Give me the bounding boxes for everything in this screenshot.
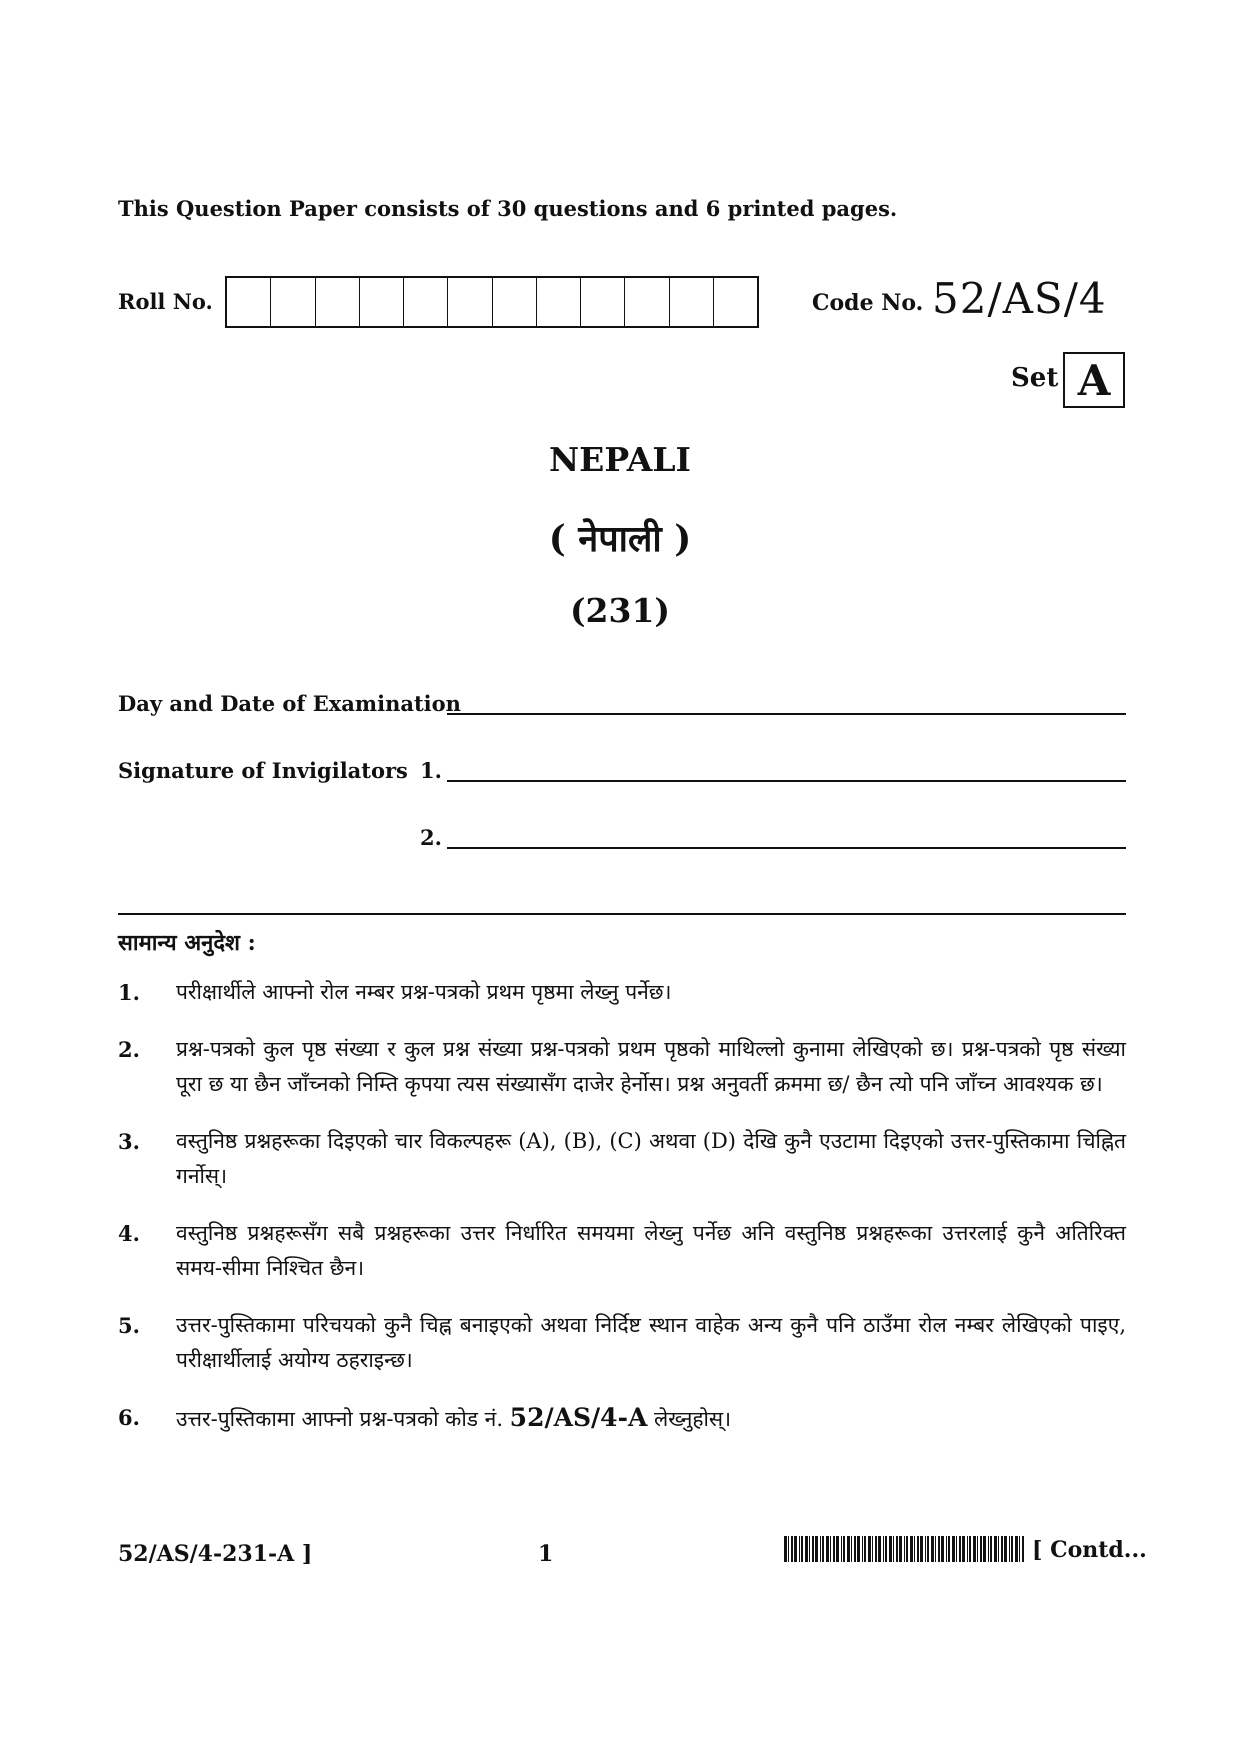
roll-number-label: Roll No.	[118, 289, 213, 314]
subject-code: (231)	[569, 591, 671, 630]
roll-digit-box[interactable]	[581, 278, 625, 326]
page-number: 1	[538, 1541, 554, 1567]
instruction-number: 2.	[118, 1037, 140, 1062]
instruction-text: वस्तुनिष्ठ प्रश्नहरूसँग सबै प्रश्नहरूका उत्तर निर्धारित समयमा लेख्नु पर्नेछ अनि वस्तुनिष्ठ प्रश्नहरूका उत्तरलाई कुनै अतिरिक्त समय-सीमा निश्चित छैन।	[176, 1221, 1126, 1280]
instruction-text-before: उत्तर-पुस्तिकामा आफ्नो प्रश्न-पत्रको कोड नं.	[176, 1407, 510, 1431]
roll-digit-box[interactable]	[227, 278, 271, 326]
roll-digit-box[interactable]	[271, 278, 315, 326]
roll-digit-box[interactable]	[625, 278, 669, 326]
question-paper-code: 52/AS/4-A	[509, 1403, 648, 1432]
instruction-item	[118, 1124, 1126, 1194]
instruction-number: 3.	[118, 1129, 140, 1154]
roll-number-boxes[interactable]	[225, 276, 759, 328]
exam-date-line[interactable]	[447, 713, 1126, 715]
roll-digit-box[interactable]	[493, 278, 537, 326]
instruction-number: 6.	[118, 1405, 140, 1430]
subject-title-nepali: ( नेपाली )	[548, 518, 692, 560]
instruction-number: 1.	[118, 980, 140, 1005]
instruction-text: वस्तुनिष्ठ प्रश्नहरूका दिइएको चार विकल्पहरू (A), (B), (C) अथवा (D) देखि कुनै एउटामा दिइएको उत्तर-पुस्तिकामा चिह्नित गर्नोस्।	[176, 1129, 1126, 1188]
set-label: Set	[1011, 363, 1059, 393]
instruction-item	[118, 975, 1126, 1010]
subject-title: NEPALI	[549, 440, 691, 479]
footer-paper-code: 52/AS/4-231-A ]	[118, 1541, 313, 1567]
instruction-text: उत्तर-पुस्तिकामा परिचयको कुनै चिह्न बनाइएको अथवा निर्दिष्ट स्थान वाहेक अन्य कुनै पनि ठाउँमा रोल नम्बर लेखिएको पाइए, परीक्षार्थीलाई अयोग्य ठहराइन्छ।	[176, 1313, 1126, 1372]
instruction-text: परीक्षार्थीले आफ्नो रोल नम्बर प्रश्न-पत्रको प्रथम पृष्ठमा लेख्नु पर्नेछ।	[176, 980, 672, 1004]
signature-2-number: 2.	[420, 825, 442, 850]
barcode-icon	[784, 1536, 1026, 1562]
instruction-text	[176, 1400, 1126, 1437]
signature-1-number: 1.	[420, 758, 442, 783]
invigilator-signature-label: Signature of Invigilators	[118, 758, 408, 783]
roll-digit-box[interactable]	[404, 278, 448, 326]
instruction-item	[118, 1308, 1126, 1378]
signature-1-line[interactable]	[447, 780, 1126, 782]
instructions-heading: सामान्य अनुदेश :	[118, 930, 256, 956]
code-number-label: Code No.	[812, 290, 924, 316]
instruction-item	[118, 1032, 1126, 1102]
continued-label: [ Contd...	[1032, 1537, 1147, 1563]
instruction-text: प्रश्न-पत्रको कुल पृष्ठ संख्या र कुल प्रश्न संख्या प्रश्न-पत्रको प्रथम पृष्ठको माथिल्लो कुनामा लेखिएको छ। प्रश्न-पत्रको पृष्ठ संख्या पूरा छ या छैन जाँच्नको निम्ति कृपया त्यस संख्यासँग दाजेर हेर्नोस। प्रश्न अनुवर्ती क्रममा छ/ छैन त्यो पनि जाँच्न आवश्यक छ।	[176, 1037, 1126, 1096]
paper-info-text: This Question Paper consists of 30 questions and 6 printed pages.	[118, 196, 898, 221]
exam-date-label: Day and Date of Examination	[118, 691, 461, 716]
code-number-value: 52/AS/4	[932, 274, 1107, 323]
section-divider	[118, 913, 1126, 915]
set-value-box: A	[1063, 352, 1125, 408]
roll-digit-box[interactable]	[714, 278, 757, 326]
roll-digit-box[interactable]	[670, 278, 714, 326]
signature-2-line[interactable]	[447, 847, 1126, 849]
instruction-text-after: लेख्नुहोस्।	[647, 1407, 732, 1431]
roll-digit-box[interactable]	[360, 278, 404, 326]
roll-digit-box[interactable]	[537, 278, 581, 326]
instruction-item	[118, 1216, 1126, 1286]
instruction-item	[118, 1400, 1126, 1437]
roll-digit-box[interactable]	[316, 278, 360, 326]
instructions-list	[118, 975, 1126, 1459]
instruction-number: 4.	[118, 1221, 140, 1246]
roll-digit-box[interactable]	[448, 278, 492, 326]
instruction-number: 5.	[118, 1313, 140, 1338]
